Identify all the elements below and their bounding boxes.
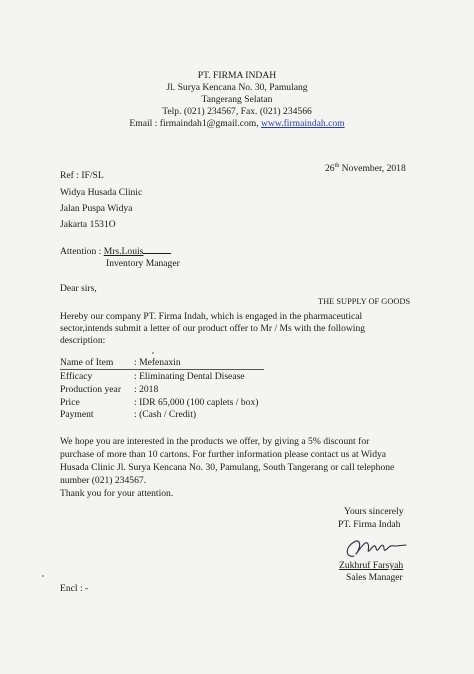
detail-row xyxy=(60,384,158,396)
date-suffix: th xyxy=(334,162,340,169)
detail-divider xyxy=(60,369,264,370)
signer-position: Sales Manager xyxy=(346,572,403,583)
recipient-street: Jalan Puspa Widya xyxy=(60,203,133,214)
detail-row xyxy=(60,409,196,421)
intro-line-2: sector,intends submit a letter of our product offer to Mr / Ms with the following xyxy=(60,323,366,334)
company-email-line xyxy=(0,118,474,130)
attention-person: Mrs.Louis xyxy=(103,246,144,257)
detail-label: Price xyxy=(60,397,80,408)
reference: Ref : IF/SL xyxy=(60,170,104,181)
body-line-2: purchase of more than 10 cartons. For further information please contact us at Widya xyxy=(60,449,387,460)
date-day: 26 xyxy=(325,163,335,174)
speck-mark xyxy=(42,575,44,577)
subject-line: THE SUPPLY OF GOODS xyxy=(318,297,411,306)
enclosure: Encl : - xyxy=(60,583,89,594)
attention-label: Attention : xyxy=(60,246,104,257)
detail-label: Payment xyxy=(60,409,94,420)
closing-thanks: Thank you for your attention. xyxy=(60,488,174,499)
detail-row xyxy=(60,397,258,409)
detail-label: Efficacy xyxy=(60,371,93,382)
attention-blank xyxy=(143,244,171,254)
detail-label: Name of Item xyxy=(60,357,114,368)
detail-value: : Mefenaxin xyxy=(134,357,181,368)
signer-name: Zukhruf Farsyah xyxy=(339,560,404,571)
company-website-link[interactable]: www.firmaindah.com xyxy=(261,118,345,129)
detail-row xyxy=(60,357,181,369)
valediction: Yours sincerely xyxy=(344,506,404,517)
body-line-1: We hope you are interested in the products we offer, by giving a 5% discount for xyxy=(60,436,370,447)
attention-title: Inventory Manager xyxy=(106,258,180,269)
company-address-line1: Jl. Surya Kencana No. 30, Pamulang xyxy=(166,82,308,93)
body-line-4: number (021) 234567. xyxy=(60,475,147,486)
signer-company: PT. Firma Indah xyxy=(338,519,401,530)
company-address-line2: Tangerang Selatan xyxy=(201,94,273,105)
attention-line xyxy=(60,244,171,258)
date-rest: November, 2018 xyxy=(339,163,406,174)
detail-value: : 2018 xyxy=(134,384,159,395)
intro-line-1: Hereby our company PT. Firma Indah, which is engaged in the pharmaceutical xyxy=(60,311,363,322)
company-phone: Telp. (021) 234567, Fax. (021) 234566 xyxy=(162,106,312,117)
speck-mark xyxy=(152,352,154,354)
detail-value: : IDR 65,000 (100 caplets / box) xyxy=(134,397,259,408)
letter-date xyxy=(325,163,406,175)
recipient-city: Jakarta 1531O xyxy=(60,219,116,230)
detail-row xyxy=(60,371,245,383)
company-email: Email : firmaindah1@gmail.com, xyxy=(129,118,262,129)
salutation: Dear sirs, xyxy=(60,283,97,294)
detail-value: : Eliminating Dental Disease xyxy=(134,371,245,382)
body-line-3: Husada Clinic Jl. Surya Kencana No. 30, Pamulang, South Tangerang or call telephone xyxy=(60,462,395,473)
detail-label: Production year xyxy=(60,384,122,395)
intro-line-3: description: xyxy=(60,335,106,346)
detail-value: : (Cash / Credit) xyxy=(134,409,197,420)
recipient-name: Widya Husada Clinic xyxy=(60,187,143,198)
company-name: PT. FIRMA INDAH xyxy=(197,70,277,81)
